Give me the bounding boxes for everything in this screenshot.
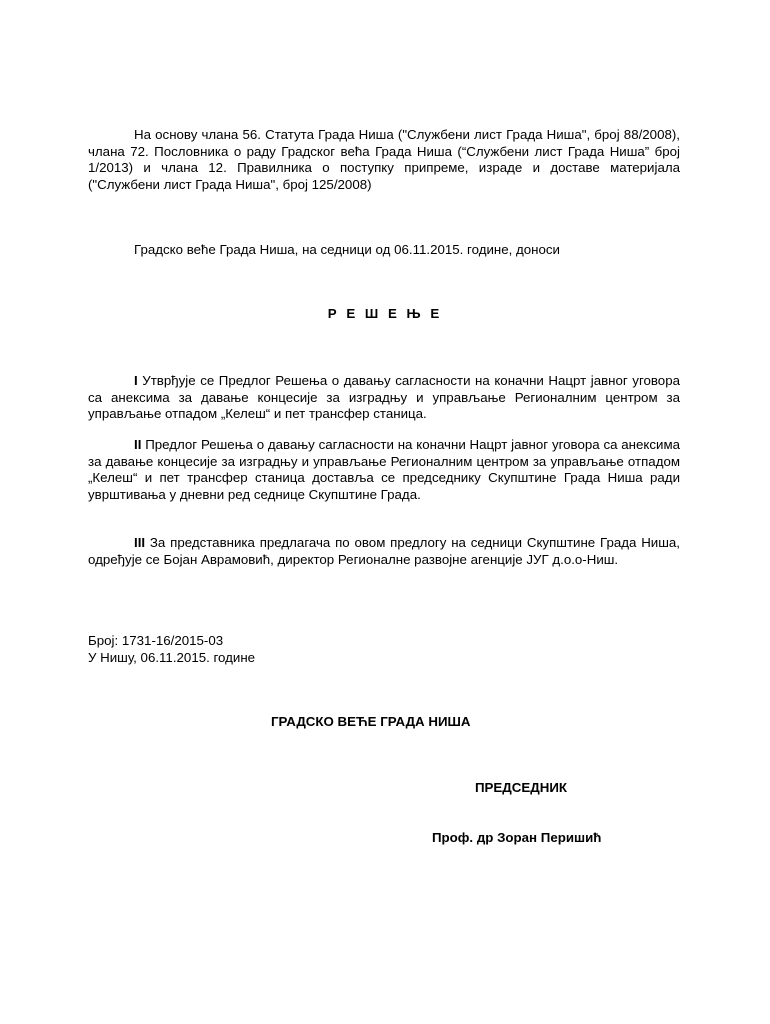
- reference-number: Број: 1731-16/2015-03: [88, 633, 224, 648]
- item-2-text: Предлог Решења о давању сагласности на коначни Нацрт јавног уговора са анексима за давање концесије за изградњу и управљање Регионалним центром за управљање отпадом „Келеш“ и пет трансфер станица доставља се председнику Скупштине Града Ниша ради уврштивања у дневни ред седнице Скупштине Града.: [88, 437, 680, 502]
- enactment-line: Градско веће Града Ниша, на седници од 06.11.2015. године, доноси: [134, 242, 560, 257]
- preamble-paragraph: На основу члана 56. Статута Града Ниша ("Службени лист Града Ниша", број 88/2008), члана 72. Пословника о раду Градског већа Града Ниша (“Службени лист Града Ниша” број 1/2013) и члана 12. Правилника о поступку припреме, израде и доставе материјала ("Службени лист Града Ниша", број 125/2008): [88, 127, 680, 192]
- item-3-paragraph: [88, 535, 680, 568]
- item-2-numeral: II: [134, 437, 142, 452]
- item-1-text: Утврђује се Предлог Решења о давању сагласности на коначни Нацрт јавног уговора са анексима за давање концесије за изградњу и управљање Регионалним центром за управљање отпадом „Келеш“ и пет трансфер станица.: [88, 373, 680, 421]
- signatory-name: Проф. др Зоран Перишић: [432, 830, 602, 845]
- issuing-body-name: ГРАДСКО ВЕЋЕ ГРАДА НИША: [271, 714, 471, 729]
- signatory-role: ПРЕДСЕДНИК: [475, 780, 567, 795]
- item-1-paragraph: [88, 373, 680, 423]
- item-1-numeral: I: [134, 373, 138, 388]
- item-2-paragraph: [88, 437, 680, 503]
- document-title: Р Е Ш Е Њ Е: [327, 306, 443, 321]
- item-3-text: За представника предлагача по овом предлогу на седници Скупштине Града Ниша, одређује се Бојан Аврамовић, директор Регионалне развојне агенције ЈУГ д.о.о-Ниш.: [88, 535, 680, 567]
- item-3-numeral: III: [134, 535, 146, 550]
- place-date: У Нишу, 06.11.2015. године: [88, 650, 256, 665]
